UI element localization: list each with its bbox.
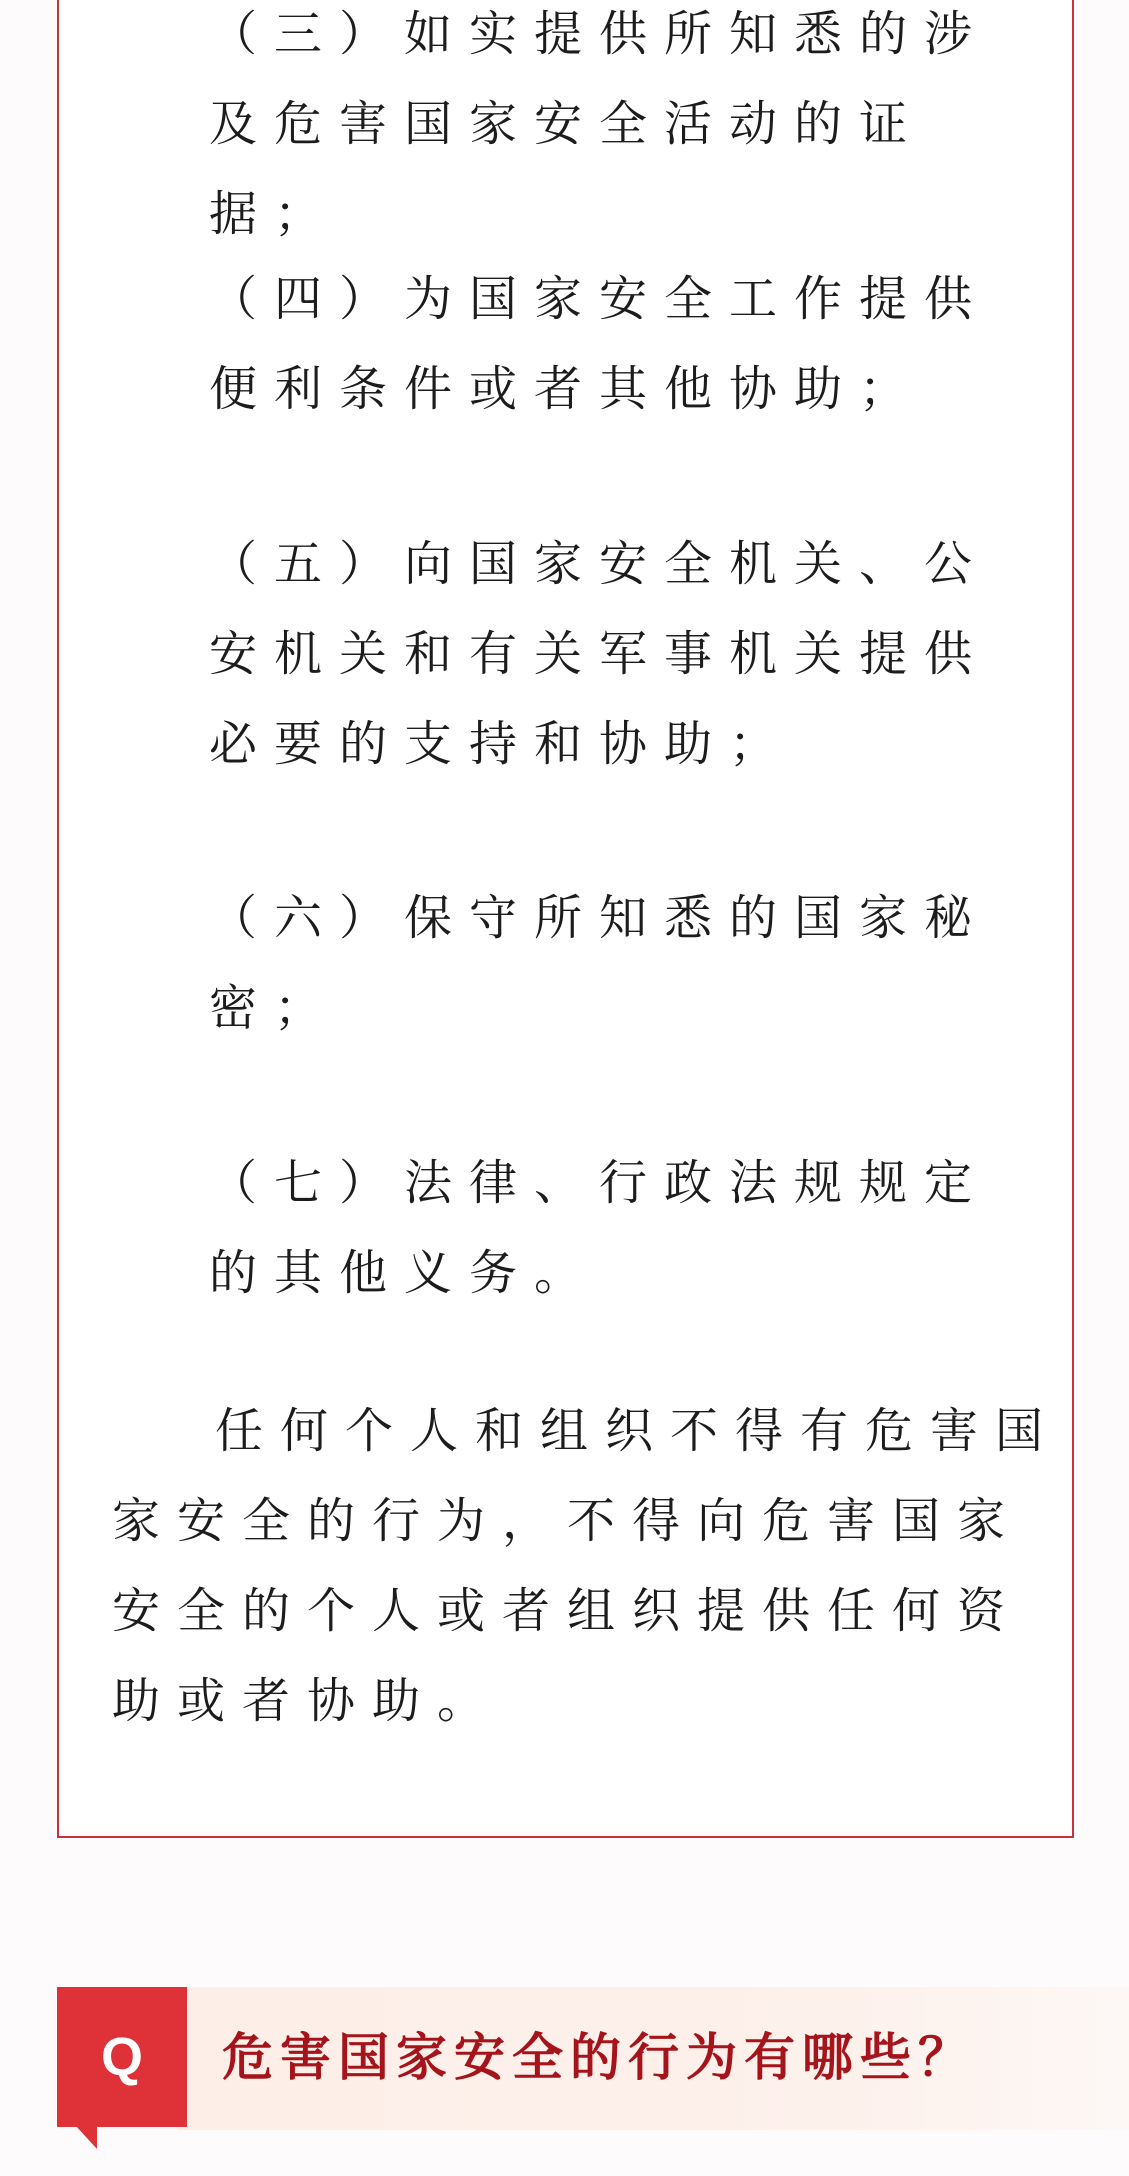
question-badge-letter: Q [100,2027,143,2087]
speech-bubble-tail-icon [75,2125,97,2149]
question-title: 危害国家安全的行为有哪些？ [222,2029,977,2088]
question-badge [57,1987,187,2127]
duty-item-3: （三）如实提供所知悉的涉及危害国家安全活动的证据； [209,6,990,242]
duty-item-6: （六）保守所知悉的国家秘密； [209,890,990,1036]
question-heading [57,1987,1087,2130]
duty-item-5: （五）向国家安全机关、公安机关和有关军事机关提供必要的支持和协助； [209,536,990,772]
closing-paragraph: 任何个人和组织不得有危害国家安全的行为，不得向危害国家安全的个人或者组织提供任何资助或者协助。 [112,1403,1061,1729]
law-content-card [57,0,1074,1838]
duty-item-4: （四）为国家安全工作提供便利条件或者其他协助； [209,271,990,417]
duty-item-7: （七）法律、行政法规规定的其他义务。 [209,1155,990,1301]
